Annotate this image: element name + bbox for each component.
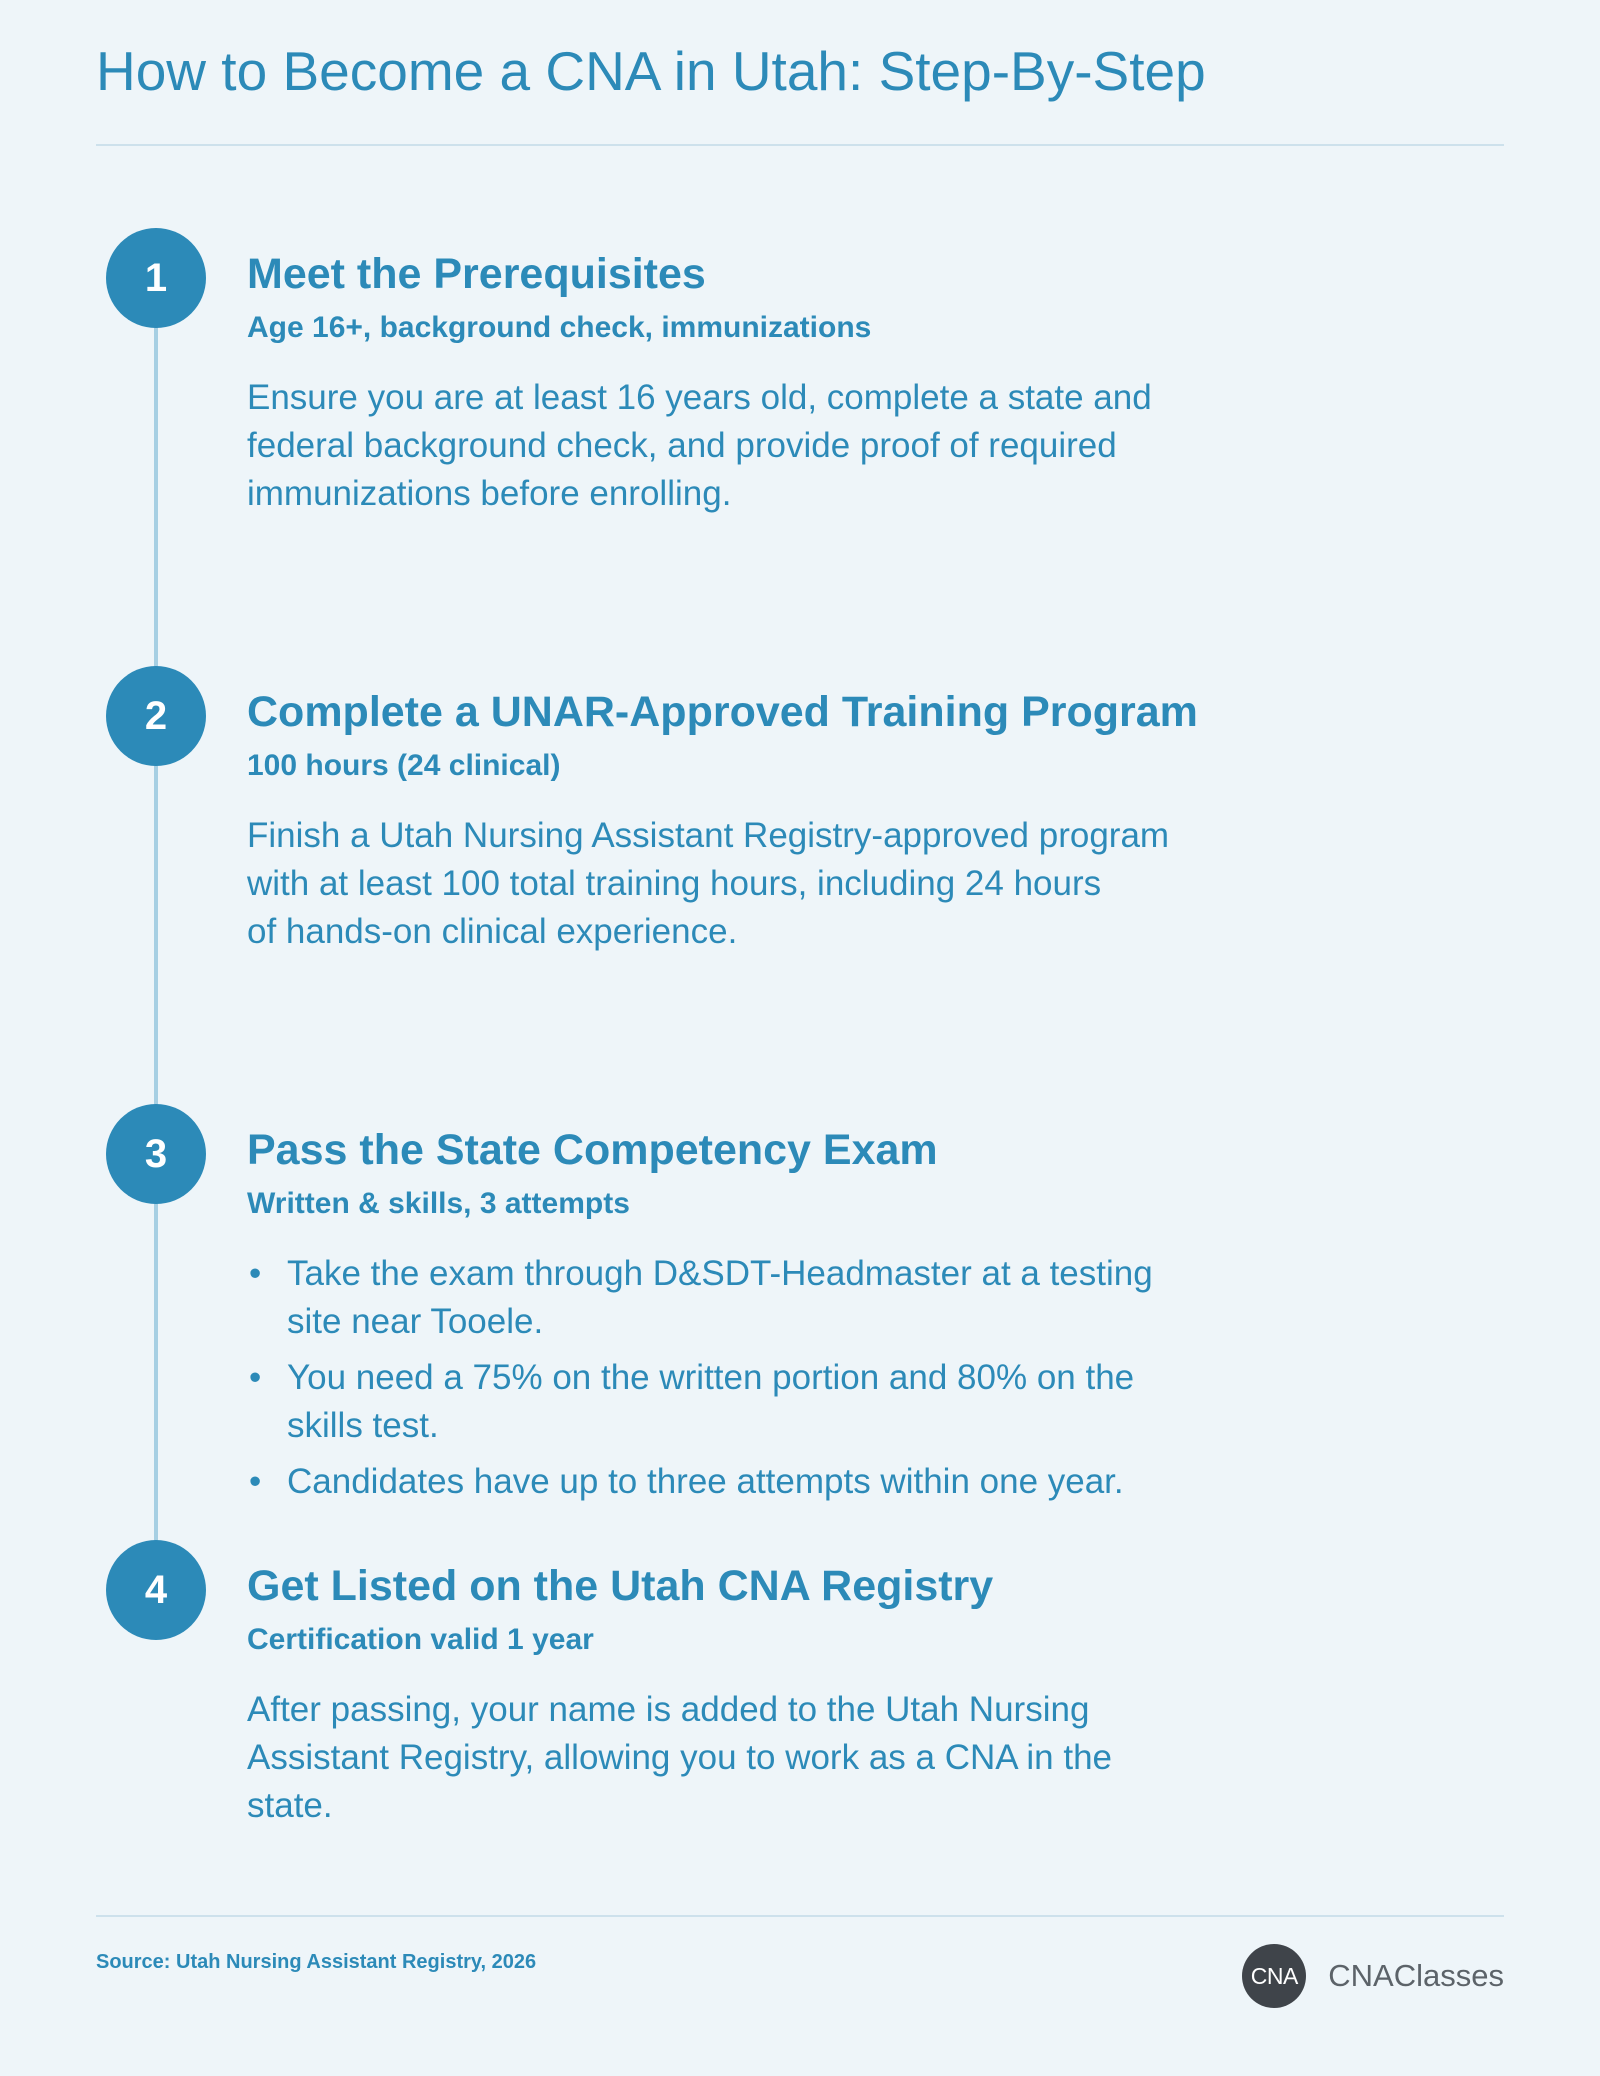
- list-item: [247, 1250, 1347, 1346]
- step-content: [247, 1562, 1347, 1830]
- brand-logo: [1242, 1944, 1504, 2008]
- page-title: How to Become a CNA in Utah: Step-By-Step: [96, 40, 1206, 102]
- step-content: [247, 688, 1347, 956]
- step-subtitle: Written & skills, 3 attempts: [247, 1187, 630, 1221]
- step-number-badge: 1: [106, 228, 206, 328]
- step-title: Complete a UNAR-Approved Training Program: [247, 688, 1198, 736]
- step-content: [247, 1126, 1347, 1514]
- step-number-badge: 2: [106, 666, 206, 766]
- brand-name: CNAClasses: [1328, 1958, 1504, 1993]
- description-line: of hands-on clinical experience.: [247, 912, 738, 952]
- source-citation: Source: Utah Nursing Assistant Registry, 2026: [96, 1951, 537, 1973]
- bullet-line: Candidates have up to three attempts within one year.: [287, 1462, 1124, 1502]
- bullet-line: You need a 75% on the written portion and 80% on the: [287, 1358, 1135, 1398]
- bullet-icon: •: [249, 1254, 262, 1294]
- bullet-line: skills test.: [287, 1406, 439, 1446]
- step-description: [247, 812, 1347, 956]
- list-item: [247, 1458, 1347, 1506]
- step-bullet-list: [247, 1250, 1347, 1506]
- step-number-badge: 4: [106, 1540, 206, 1640]
- step-subtitle: Age 16+, background check, immunizations: [247, 311, 872, 345]
- description-line: immunizations before enrolling.: [247, 474, 732, 514]
- description-line: Ensure you are at least 16 years old, complete a state and: [247, 378, 1152, 418]
- step-title: Pass the State Competency Exam: [247, 1126, 938, 1174]
- bullet-icon: •: [249, 1462, 262, 1502]
- list-item: [247, 1354, 1347, 1450]
- timeline-line: [154, 280, 158, 1580]
- step-title: Get Listed on the Utah CNA Registry: [247, 1562, 994, 1610]
- footer-divider: [96, 1915, 1504, 1917]
- description-line: federal background check, and provide proof of required: [247, 426, 1117, 466]
- bullet-line: Take the exam through D&SDT-Headmaster at a testing: [287, 1254, 1153, 1294]
- cna-logo-icon: CNA: [1242, 1944, 1306, 2008]
- step-title: Meet the Prerequisites: [247, 250, 706, 298]
- description-line: with at least 100 total training hours, including 24 hours: [247, 864, 1102, 904]
- description-line: After passing, your name is added to the Utah Nursing: [247, 1690, 1090, 1730]
- header-divider: [96, 144, 1504, 146]
- step-number-badge: 3: [106, 1104, 206, 1204]
- description-line: state.: [247, 1786, 333, 1826]
- step-content: [247, 250, 1347, 518]
- description-line: Finish a Utah Nursing Assistant Registry-approved program: [247, 816, 1170, 856]
- step-subtitle: Certification valid 1 year: [247, 1623, 594, 1657]
- step-description: [247, 1686, 1347, 1830]
- bullet-line: site near Tooele.: [287, 1302, 544, 1342]
- step-subtitle: 100 hours (24 clinical): [247, 749, 561, 783]
- step-description: [247, 374, 1347, 518]
- description-line: Assistant Registry, allowing you to work as a CNA in the: [247, 1738, 1113, 1778]
- bullet-icon: •: [249, 1358, 262, 1398]
